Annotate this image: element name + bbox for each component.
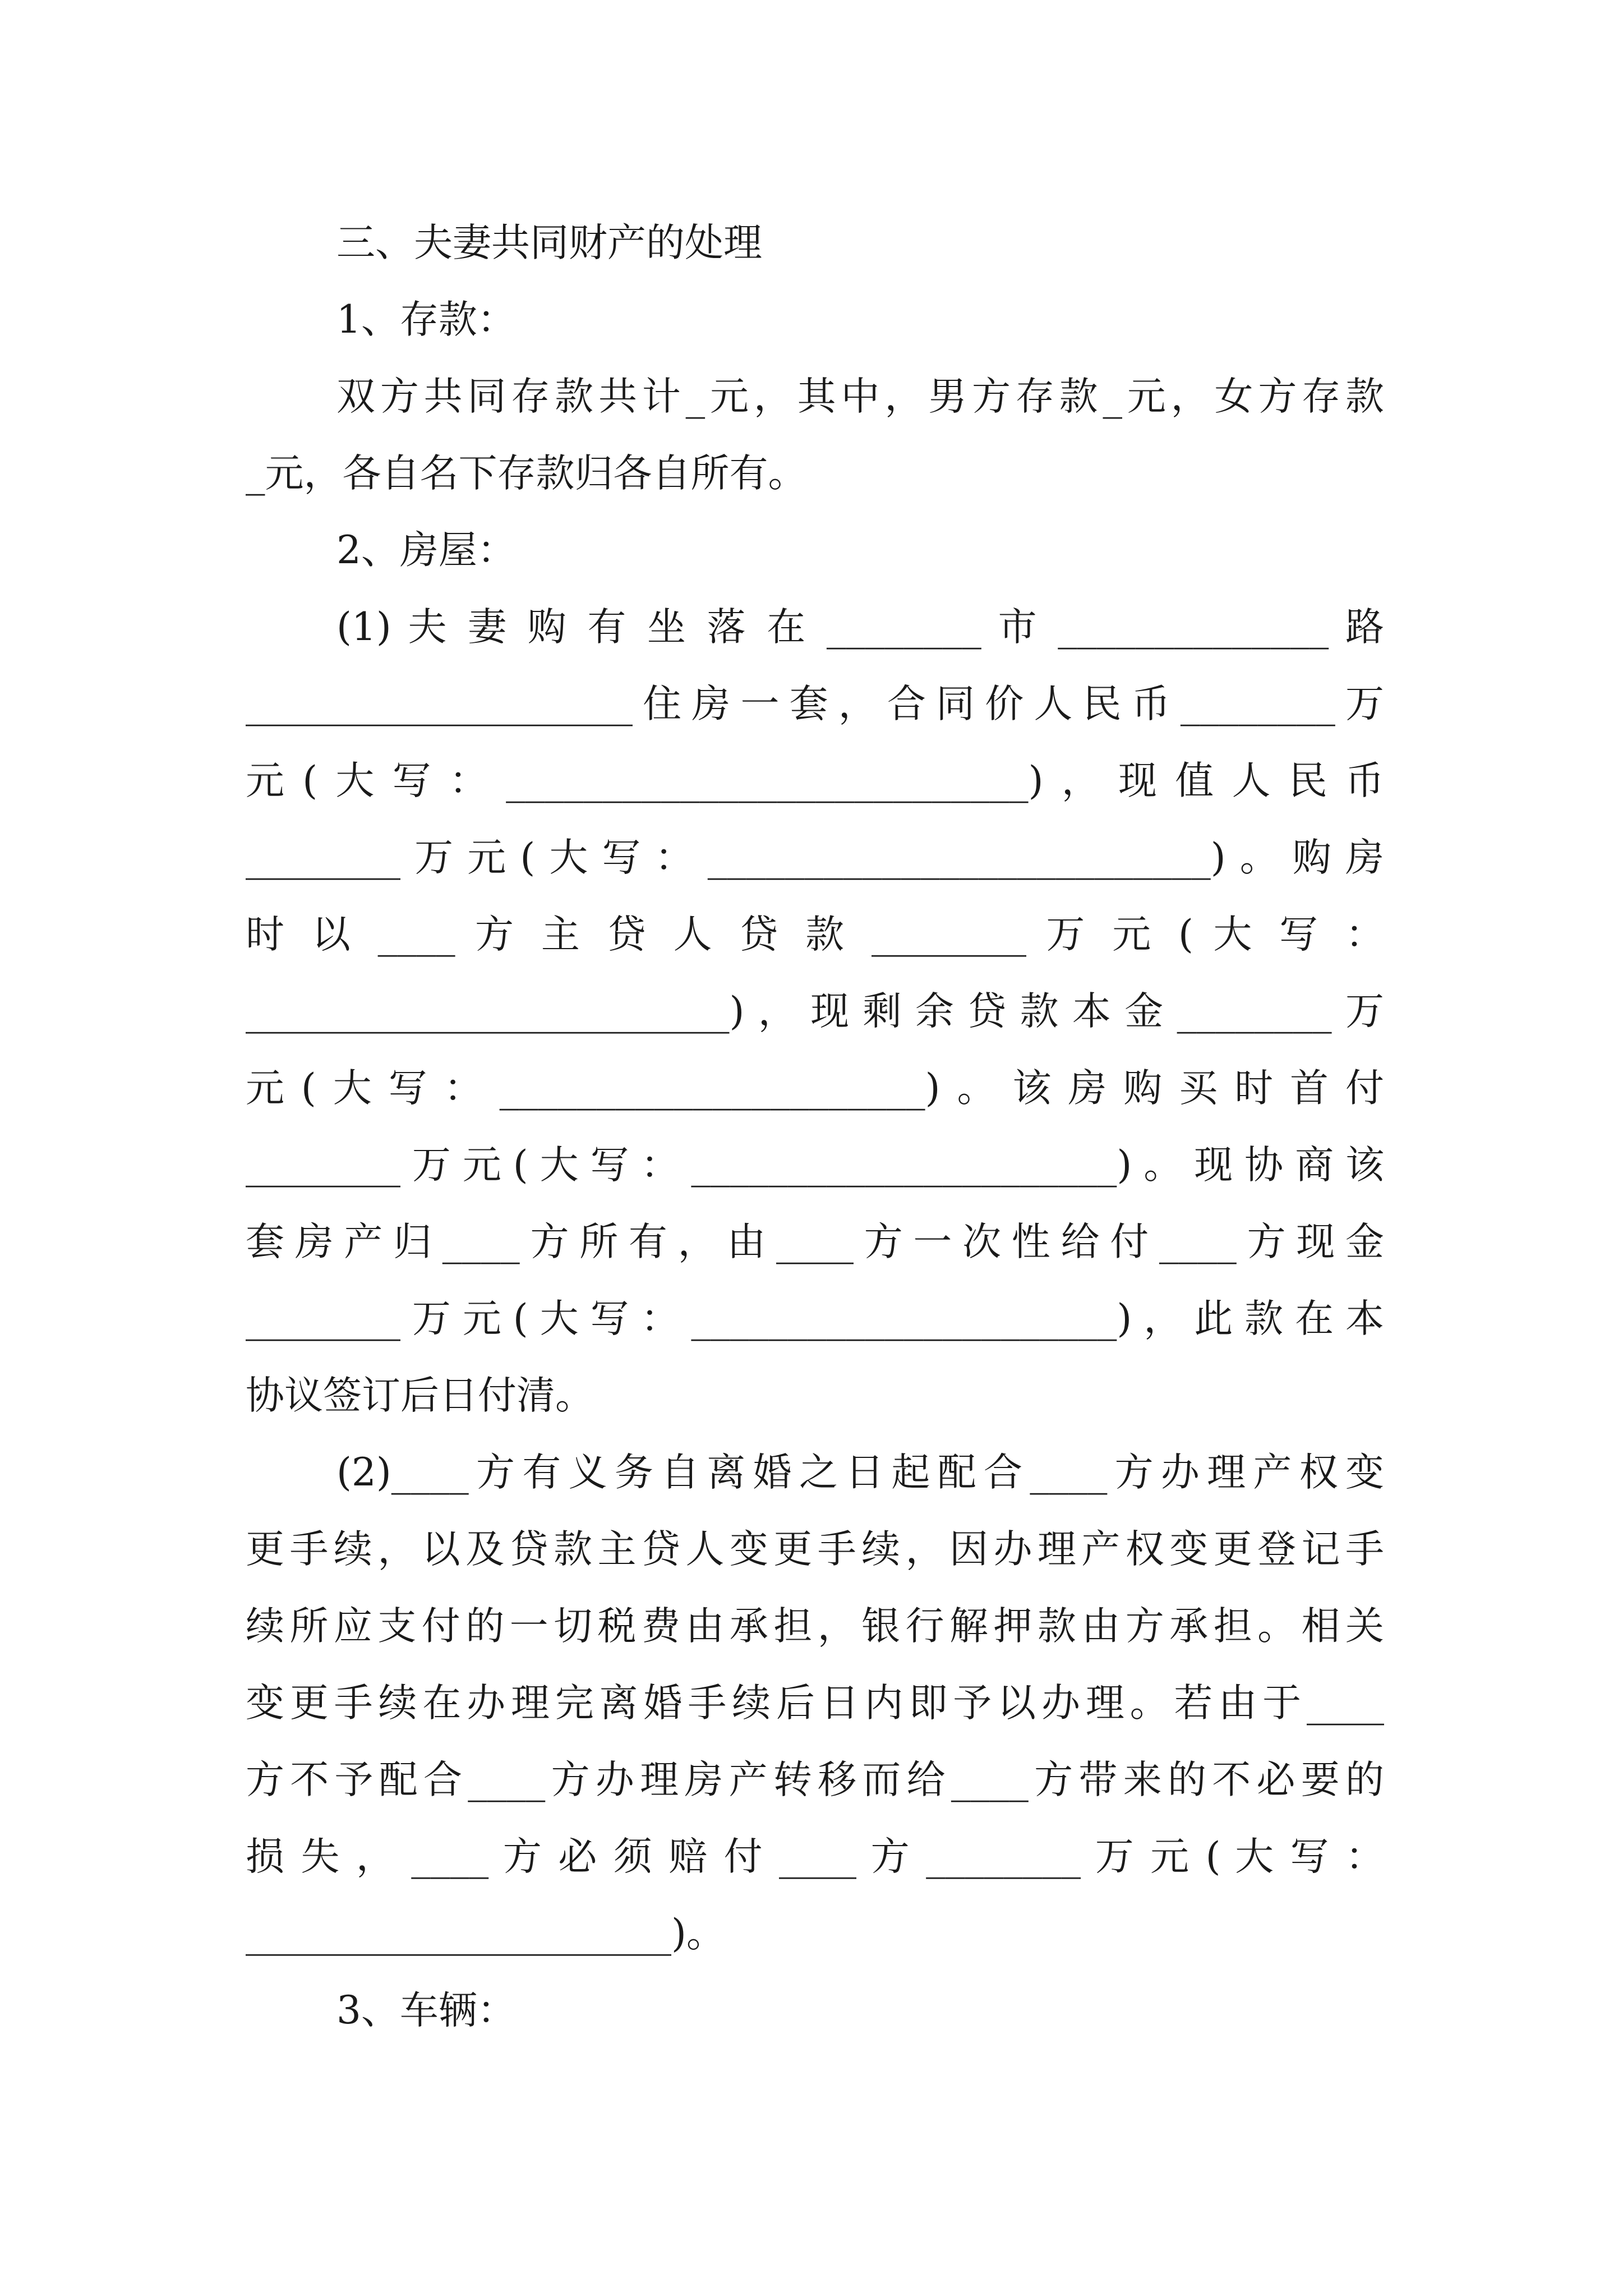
paragraph-line: 更手续，以及贷款主贷人变更手续，因办理产权变更登记手	[246, 1527, 1384, 1572]
paragraph-line: ________万元(大写：__________________________)。购房	[246, 835, 1384, 880]
paragraph-line: ________万元(大写：______________________)。现协商该	[246, 1143, 1384, 1188]
paragraph-line: ________万元(大写：______________________)，此款在本	[246, 1296, 1384, 1341]
paragraph-line: 套房产归____方所有，由____方一次性给付____方现金	[246, 1220, 1384, 1264]
paragraph-line: 双方共同存款共计_元，其中，男方存款_元，女方存款	[336, 374, 1384, 419]
paragraph-line: (2)____方有义务自离婚之日起配合____方办理产权变	[336, 1450, 1384, 1495]
section-heading: 三、夫妻共同财产的处理	[336, 220, 762, 265]
paragraph-line: ____________________住房一套，合同价人民币________万	[246, 682, 1384, 726]
paragraph-line: (1) 夫 妻 购 有 坐 落 在 ________ 市 ______________ 路	[336, 605, 1384, 650]
paragraph-line: 续所应支付的一切税费由承担，银行解押款由方承担。相关	[246, 1604, 1384, 1649]
paragraph-line: _________________________)，现剩余贷款本金________万	[246, 989, 1384, 1034]
paragraph-line: 元(大写：___________________________)，现值人民币	[246, 758, 1384, 803]
subheading-house: 2、房屋：	[336, 528, 516, 573]
paragraph-line: 时 以 ____ 方 主 贷 人 贷 款 ________ 万 元 ( 大 写 ：	[246, 912, 1384, 957]
paragraph-line: ______________________)。	[246, 1911, 725, 1956]
paragraph-line: 变更手续在办理完离婚手续后日内即予以办理。若由于____	[246, 1681, 1384, 1726]
paragraph-line: 元(大写：______________________)。该房购买时首付	[246, 1066, 1384, 1111]
paragraph-line: 协议签订后日付清。	[246, 1373, 594, 1418]
paragraph-line: _元，各自名下存款归各自所有。	[246, 451, 807, 496]
paragraph-line: 方不予配合____方办理房产转移而给____方带来的不必要的	[246, 1757, 1384, 1802]
paragraph-line: 损 失 ， ____ 方 必 须 赔 付 ____ 方 ________ 万 元 ( 大 写 ：	[246, 1834, 1384, 1879]
subheading-vehicles: 3、车辆：	[336, 1988, 516, 2033]
subheading-deposits: 1、存款：	[336, 297, 516, 342]
